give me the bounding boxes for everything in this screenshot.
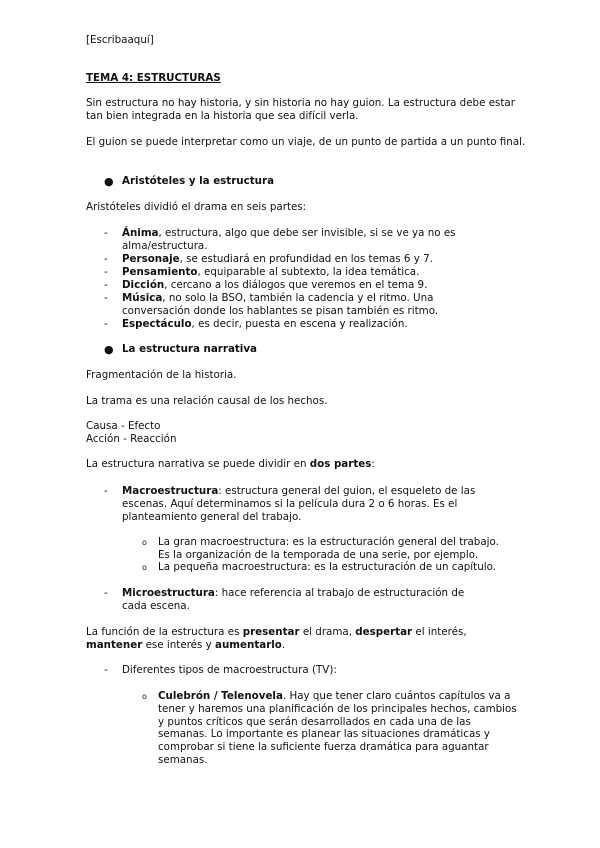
- dash-icon: -: [104, 664, 108, 676]
- dash-icon: -: [104, 253, 108, 265]
- dash-icon: -: [104, 266, 108, 278]
- dash-icon: -: [104, 485, 108, 497]
- section2-p2: La trama es una relación causal de los hechos.: [86, 395, 328, 407]
- section-heading-estructura-narrativa: La estructura narrativa: [122, 343, 258, 355]
- section2-causa-efecto: Causa - Efecto: [86, 420, 161, 432]
- list-item-microestructura: Microestructura: hace referencia al trabajo de estructuración de cada escena.: [122, 587, 465, 612]
- sublist-item-pequena-macro: La pequeña macroestructura: es la estructuración de un capítulo.: [158, 561, 496, 573]
- bullet-icon: ●: [104, 343, 114, 356]
- intro-paragraph-1: Sin estructura no hay historia, y sin historia no hay guion. La estructura debe estar tan bien integrada en la historia que sea difícil verla.: [86, 97, 515, 122]
- dash-icon: -: [104, 279, 108, 291]
- dash-icon: -: [104, 587, 108, 599]
- section1-lead: Aristóteles dividió el drama en seis partes:: [86, 201, 307, 213]
- list-item-diccion: Dicción, cercano a los diálogos que veremos en el tema 9.: [122, 279, 428, 291]
- dash-icon: -: [104, 227, 108, 239]
- circle-bullet-icon: o: [142, 692, 147, 701]
- list-item-musica: Música, no solo la BSO, también la cadencia y el ritmo. Una conversación donde los hablantes se pisan también es ritmo.: [122, 292, 439, 317]
- dash-icon: -: [104, 292, 108, 304]
- list-item-tipos: Diferentes tipos de macroestructura (TV):: [122, 664, 337, 676]
- list-item-personaje: Personaje, se estudiará en profundidad en los temas 6 y 7.: [122, 253, 433, 265]
- dash-icon: -: [104, 318, 108, 330]
- list-item-espectaculo: Espectáculo, es decir, puesta en escena y realización.: [122, 318, 408, 330]
- funcion-paragraph: La función de la estructura es presentar el drama, despertar el interés, mantener ese interés y aumentarlo.: [86, 626, 467, 651]
- section2-p1: Fragmentación de la historia.: [86, 369, 237, 381]
- bullet-icon: ●: [104, 175, 114, 188]
- list-item-macroestructura: Macroestructura: estructura general del guion, el esqueleto de las escenas. Aquí determinamos si la película dura 2 o 6 horas. Es el planteamiento general del trabajo.: [122, 485, 476, 523]
- circle-bullet-icon: o: [142, 563, 147, 572]
- sublist-item-gran-macro: La gran macroestructura: es la estructuración general del trabajo. Es la organización de la temporada de una serie, por ejemplo.: [158, 536, 499, 561]
- intro-paragraph-2: El guion se puede interpretar como un viaje, de un punto de partida a un punto final.: [86, 136, 526, 148]
- list-item-pensamiento: Pensamiento, equiparable al subtexto, la idea temática.: [122, 266, 420, 278]
- section-heading-aristoteles: Aristóteles y la estructura: [122, 175, 275, 187]
- header-placeholder[interactable]: [Escribaaquí]: [86, 34, 154, 46]
- sublist-item-culebron: Culebrón / Telenovela. Hay que tener claro cuántos capítulos va a tener y haremos una planificación de los principales hechos, cambios y puntos críticos que serán desarrollados en cada una de las semanas. Lo importante es planear las situaciones dramáticas y comprobar si tiene la suficiente fuerza dramática para aguantar semanas.: [158, 690, 517, 766]
- page-title: TEMA 4: ESTRUCTURAS: [86, 72, 221, 84]
- list-item-anima: Ánima, estructura, algo que debe ser invisible, si se ve ya no es alma/estructura.: [122, 227, 456, 252]
- section2-accion-reaccion: Acción - Reacción: [86, 433, 177, 445]
- circle-bullet-icon: o: [142, 538, 147, 547]
- section2-p4: La estructura narrativa se puede dividir en dos partes:: [86, 458, 375, 470]
